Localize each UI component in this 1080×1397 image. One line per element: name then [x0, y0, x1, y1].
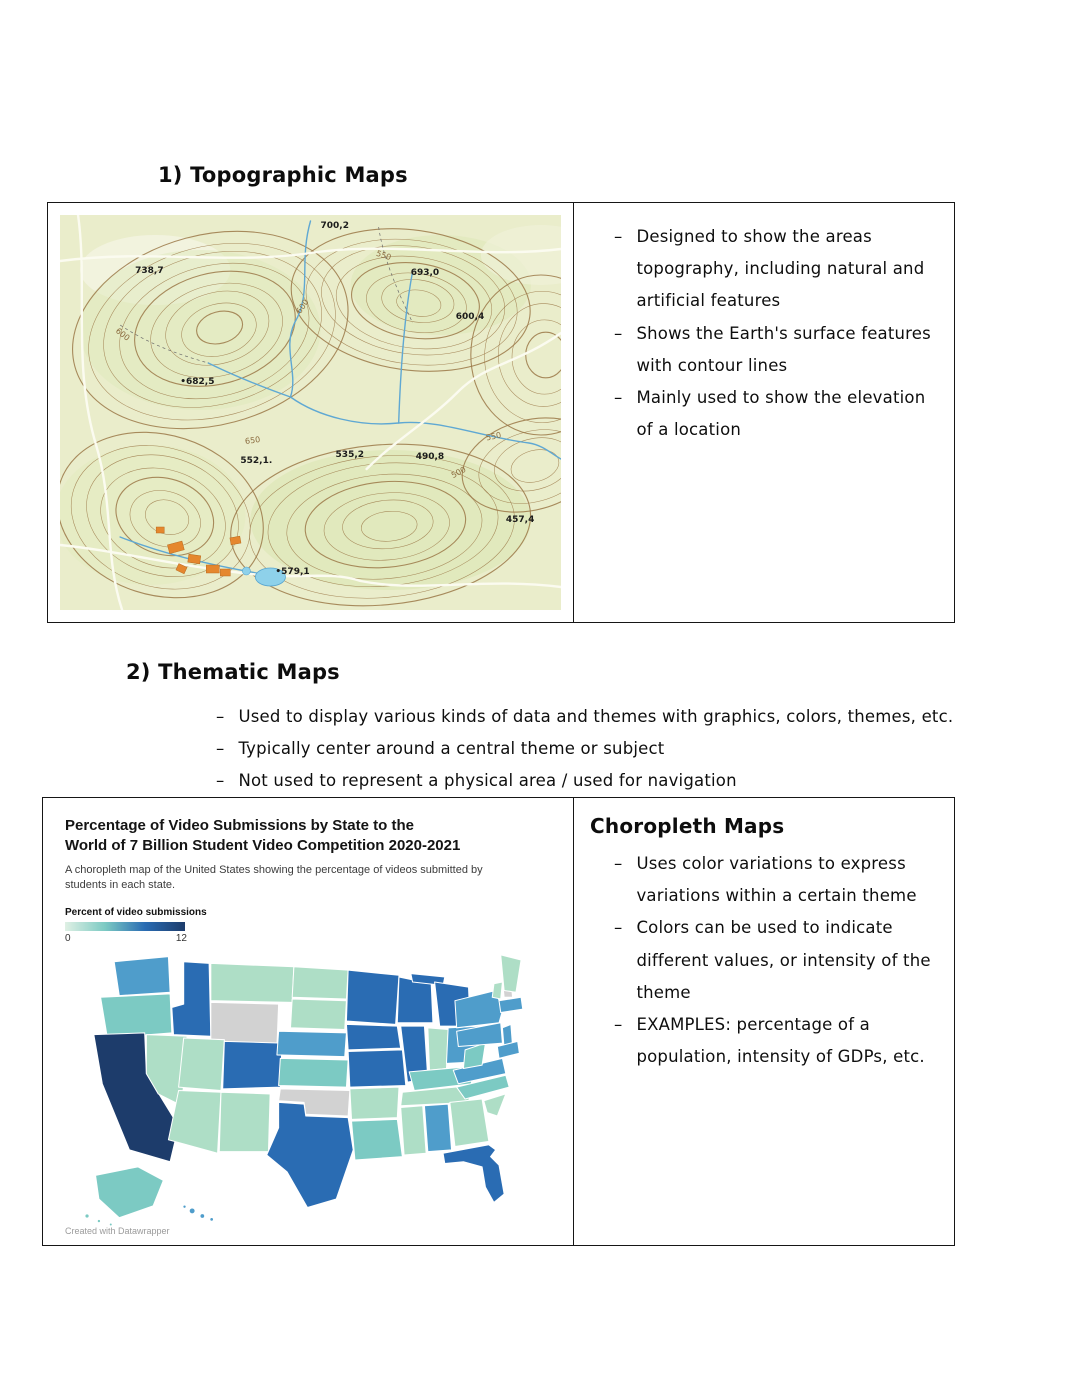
contour-elevation-label: 550: [374, 248, 392, 262]
elevation-label: •579,1: [275, 566, 310, 577]
states-group: [85, 955, 523, 1226]
contour-elevation-label: 550: [485, 430, 502, 443]
bullet-item: [614, 382, 934, 446]
contour-elevation-label: 500: [449, 464, 468, 480]
elevation-label: 535,2: [335, 450, 365, 461]
elevation-label: 600,4: [455, 311, 485, 322]
elevation-label: •682,5: [180, 376, 215, 387]
legend-gradient: [65, 922, 185, 931]
contour-elevation-label: 600: [295, 297, 312, 316]
chart-title-line2: World of 7 Billion Student Video Competition 2020-2021: [65, 836, 461, 854]
elevation-label: 700,2: [320, 220, 349, 231]
elevation-label: 457,4: [505, 515, 535, 526]
bullet-dash: –: [614, 387, 623, 407]
bullet-text: Used to display various kinds of data and themes with graphics, colors, themes, etc.: [238, 707, 954, 726]
bullet-item: [614, 1009, 936, 1073]
bullet-dash: –: [614, 918, 623, 938]
map-labels-layer: [60, 215, 561, 610]
bullet-dash: –: [614, 854, 623, 873]
chart-subtitle: A choropleth map of the United States showing the percentage of videos submitted by students in each state.: [65, 864, 483, 892]
bullet-text: Colors can be used to indicate different values, or intensity of the theme: [636, 918, 931, 1002]
legend-label: Percent of video submissions: [65, 906, 207, 918]
bullet-item: [614, 848, 936, 912]
bullet-item: [216, 701, 976, 733]
bullet-text: Not used to represent a physical area / used for navigation: [238, 771, 737, 791]
bullet-dash: –: [216, 771, 225, 791]
chart-title: [65, 816, 551, 855]
bullet-text: Typically center around a central theme or subject: [238, 739, 665, 759]
bullet-text: Shows the Earth's surface features with contour lines: [636, 323, 931, 375]
bullet-dash: –: [216, 739, 225, 759]
thematic-maps-heading: 2) Thematic Maps: [126, 660, 340, 684]
topographic-map-cell: [48, 203, 573, 622]
topographic-notes-cell: [573, 203, 954, 622]
topographic-bullets: [614, 221, 934, 446]
bullet-text: Designed to show the areas topography, including natural and artificial features: [636, 227, 925, 311]
datawrapper-credit: Created with Datawrapper: [65, 1226, 170, 1236]
bullet-text: EXAMPLES: percentage of a population, intensity of GDPs, etc.: [636, 1014, 925, 1067]
elevation-label: 552,1.: [240, 455, 273, 466]
bullet-dash: –: [614, 227, 623, 246]
bullet-item: [216, 765, 976, 797]
bullet-item: [216, 733, 976, 765]
bullet-text: Mainly used to show the elevation of a location: [636, 387, 926, 440]
choropleth-notes-cell: [573, 798, 954, 1245]
legend-min: 0: [65, 932, 71, 944]
contour-elevation-label: 650: [244, 435, 262, 447]
topographic-panel: [47, 202, 955, 623]
bullet-item: [614, 221, 934, 318]
bullet-dash: –: [216, 707, 225, 726]
choropleth-map-cell: [43, 798, 573, 1245]
bullet-text: Uses color variations to express variations within a certain theme: [636, 854, 917, 906]
elevation-label: 490,8: [415, 452, 445, 462]
choropleth-panel: [42, 797, 955, 1246]
bullet-item: [614, 318, 934, 382]
choropleth-maps-heading: Choropleth Maps: [590, 814, 785, 838]
topographic-maps-heading: 1) Topographic Maps: [158, 163, 408, 187]
topographic-map: [60, 215, 561, 610]
bullet-dash: –: [614, 1014, 623, 1034]
bullet-item: [614, 912, 936, 1009]
elevation-label: 693,0: [410, 268, 440, 279]
chart-title-line1: Percentage of Video Submissions by State to the: [65, 817, 414, 834]
bullet-dash: –: [614, 323, 623, 343]
us-choropleth-map: [65, 948, 527, 1228]
choropleth-bullets: [614, 848, 936, 1073]
legend-max: 12: [175, 932, 187, 944]
elevation-label: 738,7: [135, 266, 164, 277]
contour-elevation-label: 600: [113, 325, 132, 343]
thematic-bullets: [216, 701, 976, 798]
legend-scale: [65, 933, 187, 944]
